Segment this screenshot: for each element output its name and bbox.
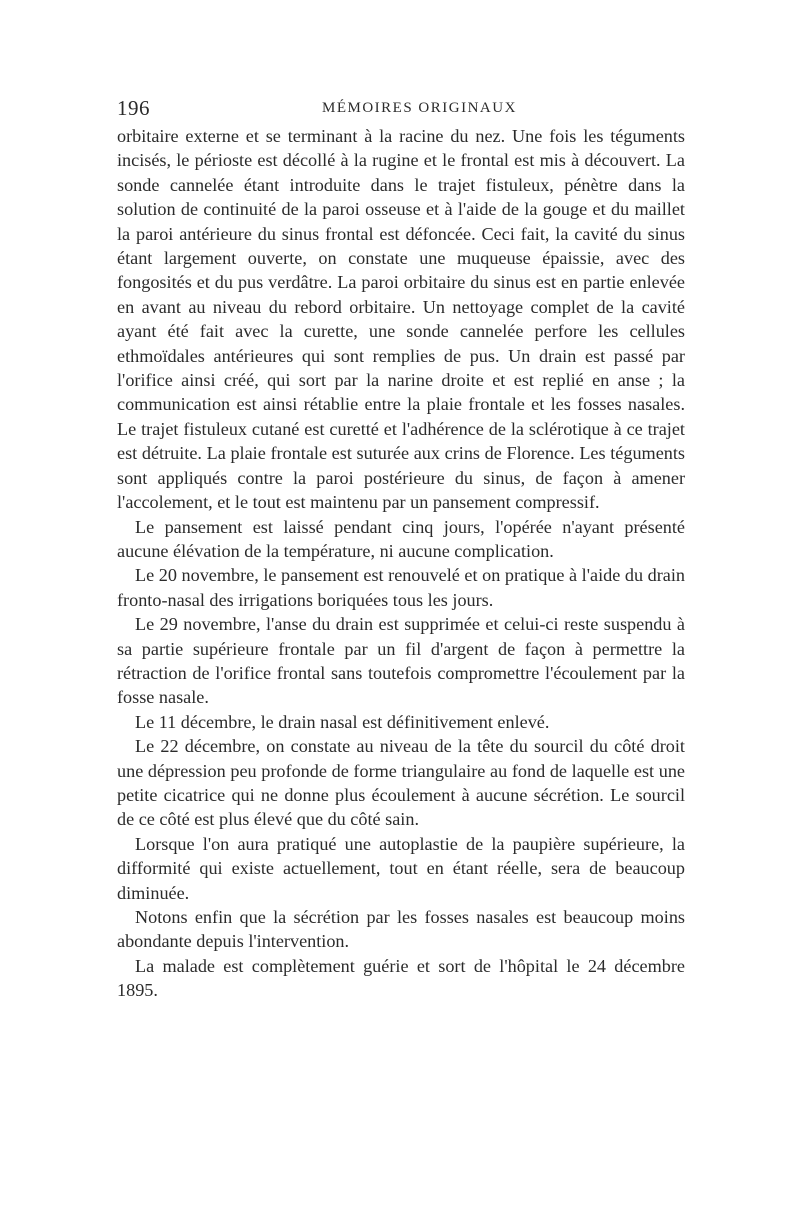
running-title: MÉMOIRES ORIGINAUX: [322, 100, 517, 116]
paragraph-29-november: Le 29 novembre, l'anse du drain est supprimée et celui-ci reste suspendu à sa partie supérieure frontale par un fil d'argent de façon à permettre la rétraction de l'orifice frontal sans toutefois compromettre l'écoulement par la fosse nasale.: [117, 614, 685, 708]
paragraph-operation-description: orbitaire externe et se terminant à la racine du nez. Une fois les téguments incisés, le périoste est décollé à la rugine et le frontal est mis à découvert. La sonde cannelée étant introduite dans le trajet fistuleux, pénètre dans la solution de continuité de la paroi osseuse et à l'aide de la gouge et du maillet la paroi antérieure du sinus frontal est défoncée. Ceci fait, la cavité du sinus étant largement ouverte, on constate une muqueuse épaissie, avec des fongosités et du pus verdâtre. La paroi orbitaire du sinus est en partie enlevée en avant au niveau du rebord orbitaire. Un nettoyage complet de la cavité ayant été fait avec la curette, une sonde cannelée perfore les cellules ethmoïdales antérieures qui sont remplies de pus. Un drain est passé par l'orifice ainsi créé, qui sort par la narine droite et est replié en anse ; la communication est ainsi rétablie entre la plaie frontale et les fosses nasales. Le trajet fistuleux cutané est curetté et l'adhérence de la sclérotique à ce trajet est détruite. La plaie frontale est suturée aux crins de Florence. Les téguments sont appliqués contre la paroi postérieure du sinus, de façon à amener l'accolement, et le tout est maintenu par un pansement compressif.: [117, 126, 685, 513]
paragraph-discharge: La malade est complètement guérie et sort de l'hôpital le 24 décembre 1895.: [117, 955, 685, 1001]
paragraph-11-december: Le 11 décembre, le drain nasal est définitivement enlevé.: [135, 711, 550, 732]
page-header: [117, 96, 687, 122]
paragraph-dressing: Le pansement est laissé pendant cinq jours, l'opérée n'ayant présenté aucune élévation de la température, ni aucune complication.: [117, 516, 685, 561]
paragraph-secretion: Notons enfin que la sécrétion par les fosses nasales est beaucoup moins abondante depuis l'intervention.: [117, 907, 685, 952]
paragraph-autoplasty: Lorsque l'on aura pratiqué une autoplastie de la paupière supérieure, la difformité qui existe actuellement, tout en étant réelle, sera de beaucoup diminuée.: [117, 833, 685, 903]
paragraph-22-december: Le 22 décembre, on constate au niveau de la tête du sourcil du côté droit une dépression peu profonde de forme triangulaire au fond de laquelle est une petite cicatrice qui ne donne plus écoulement à aucune sécrétion. Le sourcil de ce côté est plus élevé que du côté sain.: [117, 736, 685, 830]
paragraph-20-november: Le 20 novembre, le pansement est renouvelé et on pratique à l'aide du drain fronto-nasal des irrigations boriquées tous les jours.: [117, 565, 685, 610]
body-text: [117, 124, 685, 1003]
page-number: 196: [117, 96, 150, 120]
